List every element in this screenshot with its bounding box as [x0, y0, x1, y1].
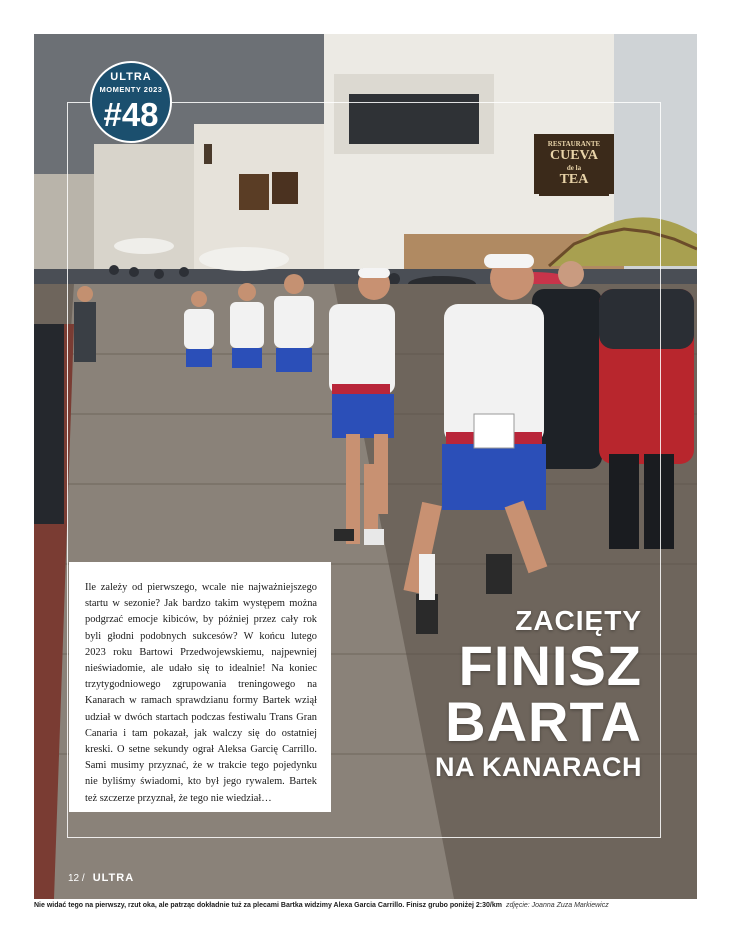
restaurant-sign [539, 134, 609, 196]
photo-credit: zdjęcie: Joanna Zuza Markiewicz [505, 902, 609, 909]
photo-caption [34, 902, 697, 909]
sign-line: CUEVA [550, 148, 598, 163]
headline-line-3: BARTA [445, 690, 642, 753]
badge-subtitle: MOMENTY 2023 [99, 85, 163, 94]
sign-line: TEA [559, 172, 589, 187]
intro-paragraph: Ile zależy od pierwszego, wcale nie najważniejszego startu w sezonie? Jak bardzo takim występem można podgrzać emocje kibiców, by później przez cały rok byli głodni podobnych sukcesów? W końcu lutego 2023 roku Bartowi Przedwojewskiemu, najpewniej nieświadomie, ale udało się to idealnie! Na koniec trzytygodniowego zgrupowania treningowego na Kanarach w ramach sprawdzianu formy Bartek wziął udział w dwóch startach podczas festiwalu Trans Gran Canaria i tam pokazał, jak walczy się do ostatniej kreski. O setne sekundy ograł Aleksa Garcię Carrillo. Sami musimy przyznać, że w trakcie tego pojedynku nie byliśmy świadomi, kto był jego rywalem. Bartek też szczerze przyznał, że tego nie wiedział… [85, 582, 317, 804]
page-footer [68, 872, 134, 884]
headline-line-2: FINISZ [458, 634, 642, 697]
headline [435, 604, 642, 784]
intro-text-box [69, 562, 331, 812]
sign-line: de la [566, 164, 582, 172]
badge-number: #48 [103, 96, 159, 133]
headline-line-1: ZACIĘTY [515, 605, 642, 636]
caption-text: Nie widać tego na pierwszy, rzut oka, ale patrząc dokładnie tuż za plecami Bartka widzimy Alexa Garcia Carrillo. Finisz grubo poniżej 2:30/km [34, 902, 502, 909]
moments-badge [90, 61, 172, 143]
sign-line: RESTAURANTE [547, 140, 601, 148]
headline-line-4: NA KANARACH [435, 752, 642, 782]
magazine-logo: ULTRA [92, 872, 135, 884]
page-number: 12 / [68, 872, 85, 884]
badge-brand: ULTRA [110, 71, 152, 83]
